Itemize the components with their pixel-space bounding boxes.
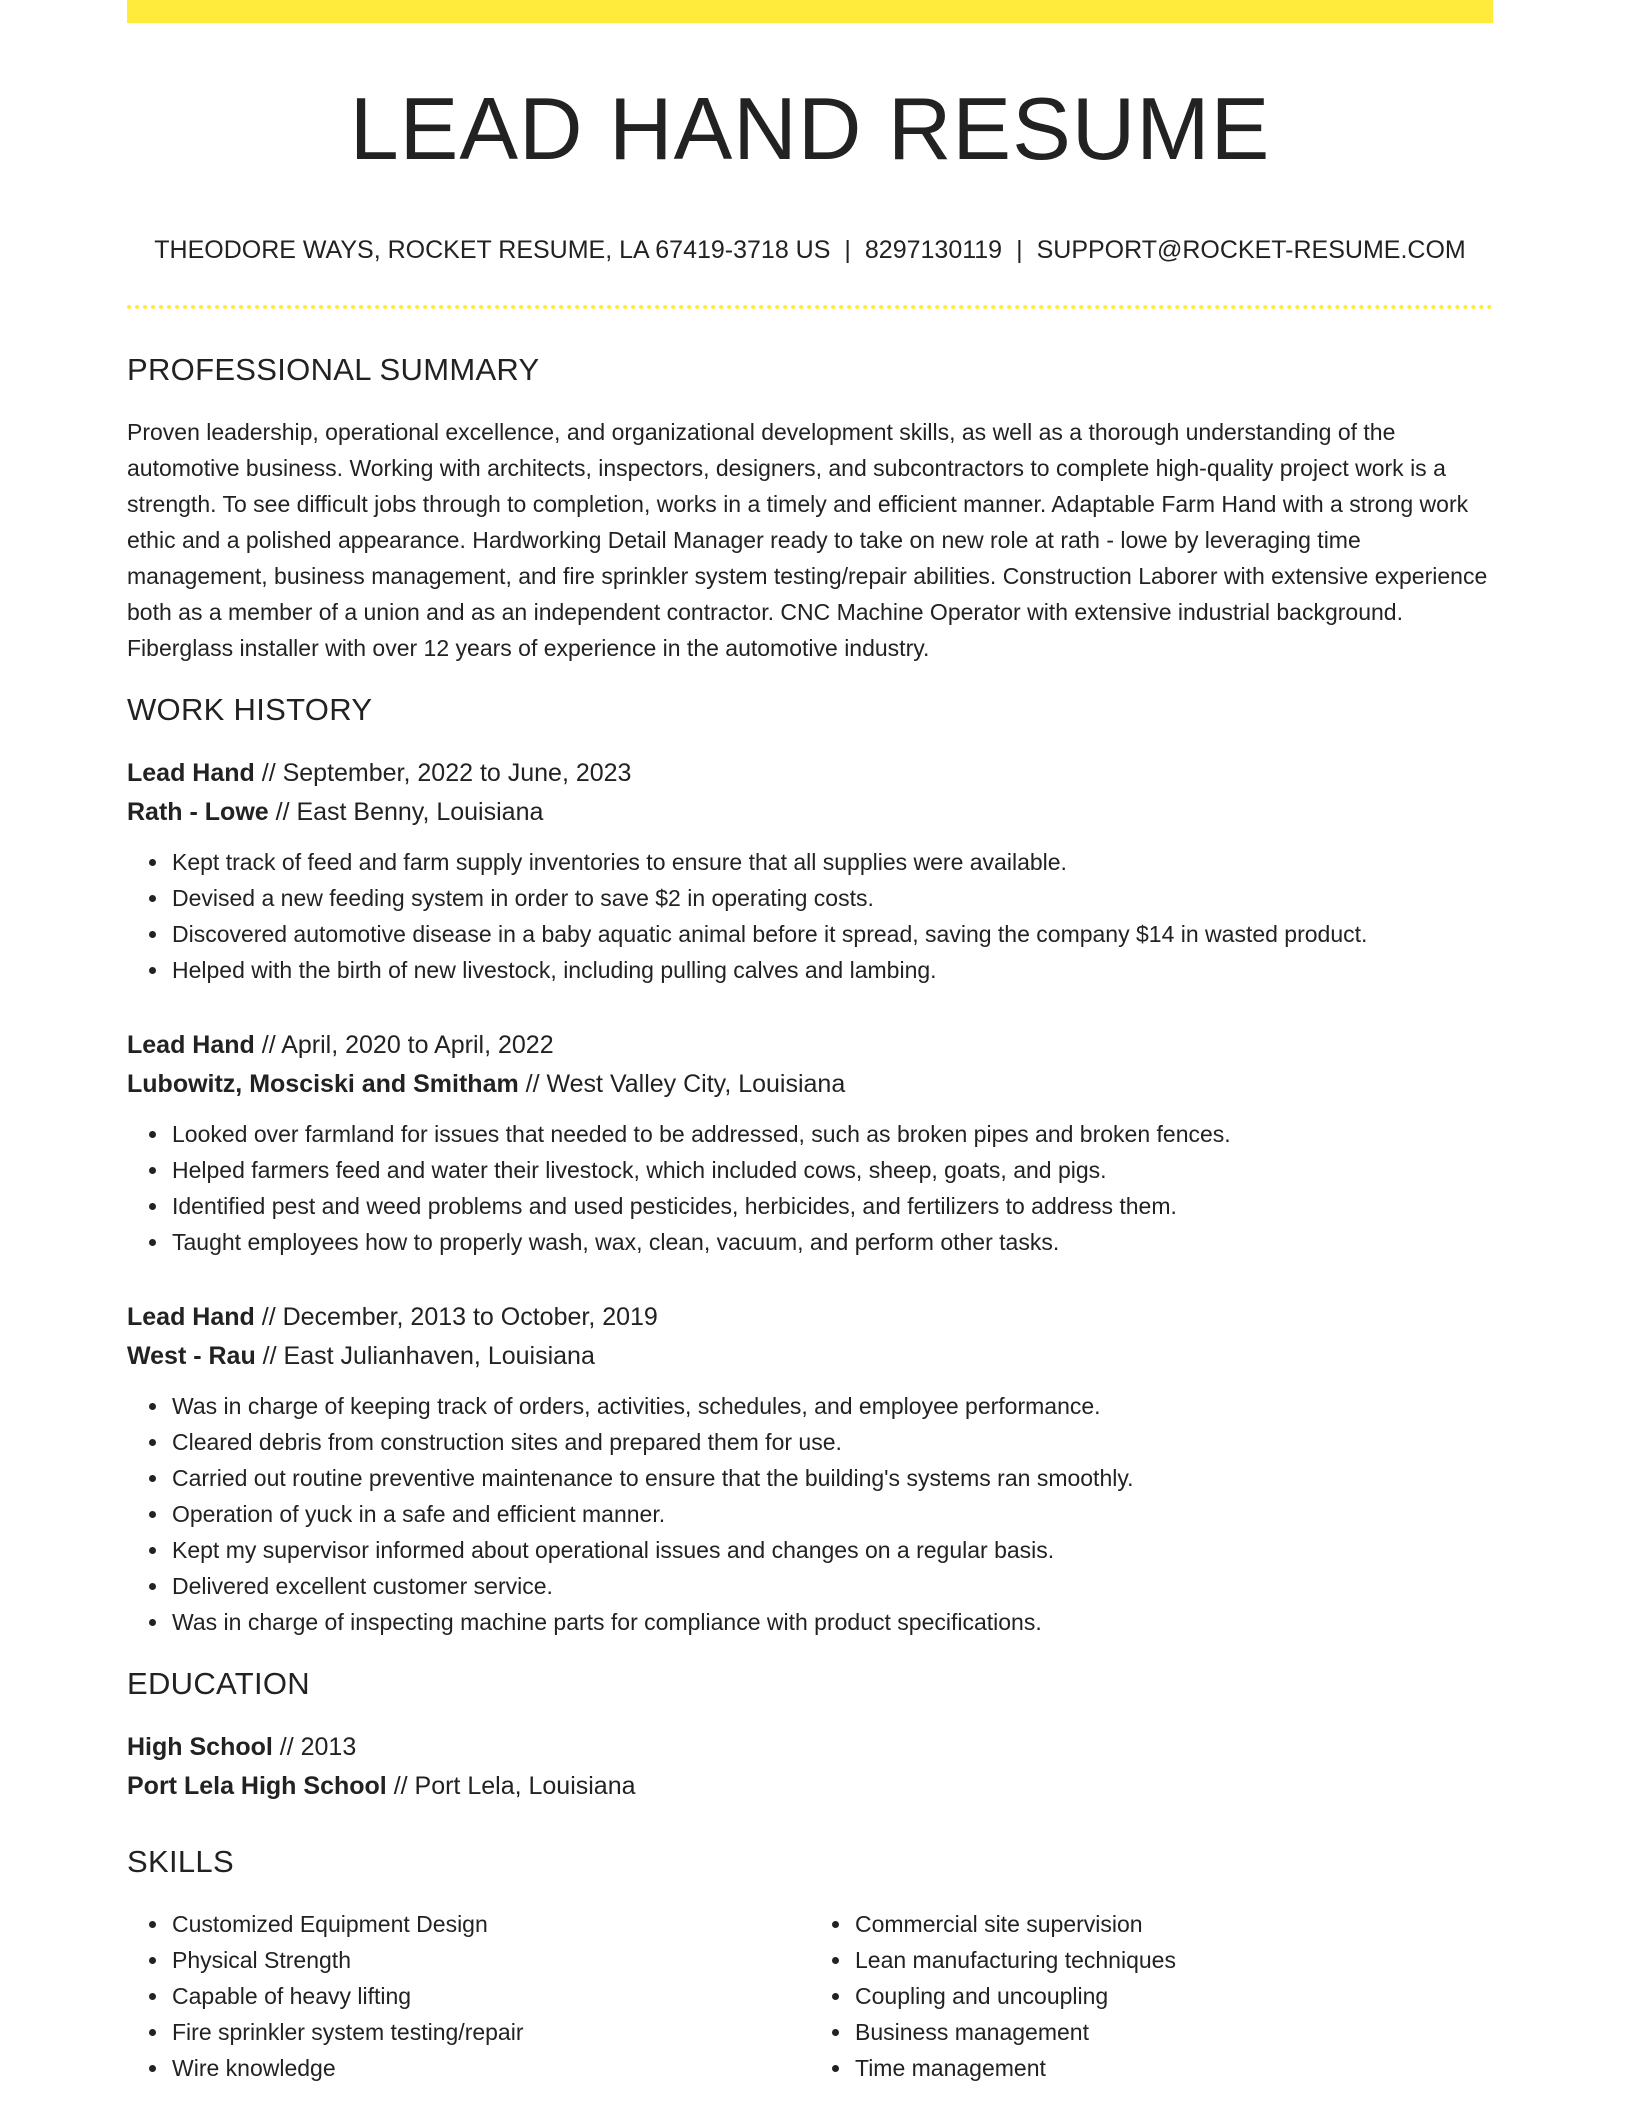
contact-email: SUPPORT@ROCKET-RESUME.COM <box>1036 236 1466 264</box>
job-title: Lead Hand <box>127 759 255 787</box>
skill-item: • Lean manufacturing techniques <box>853 1942 1493 1978</box>
education-school-line <box>127 1767 1493 1806</box>
job-company-line <box>127 793 1493 832</box>
contact-line <box>127 236 1493 265</box>
skills-list-right <box>810 1906 1493 2086</box>
job-bullet: • Cleared debris from construction sites and prepared them for use. <box>170 1424 1493 1460</box>
job-dates: // September, 2022 to June, 2023 <box>254 759 632 787</box>
accent-top-bar <box>127 0 1493 23</box>
section-title-summary: PROFESSIONAL SUMMARY <box>127 352 540 387</box>
job-company: West - Rau <box>127 1342 256 1370</box>
job-bullet: • Taught employees how to properly wash, wax, clean, vacuum, and perform other tasks. <box>170 1224 1493 1260</box>
job-bullets <box>127 844 1493 988</box>
job-company-line <box>127 1065 1493 1104</box>
job-location: // East Benny, Louisiana <box>268 798 544 826</box>
job-bullet: • Kept my supervisor informed about operational issues and changes on a regular basis. <box>170 1532 1493 1568</box>
job-title: Lead Hand <box>127 1031 255 1059</box>
job-bullet: • Discovered automotive disease in a baby aquatic animal before it spread, saving the company $14 in wasted product. <box>170 916 1493 952</box>
job-company-line <box>127 1337 1493 1376</box>
contact-address: THEODORE WAYS, ROCKET RESUME, LA 67419-3718 US <box>154 236 831 264</box>
job-title-line <box>127 1026 1493 1065</box>
job-bullet: • Devised a new feeding system in order to save $2 in operating costs. <box>170 880 1493 916</box>
skill-item: • Business management <box>853 2014 1493 2050</box>
skills-list-left <box>127 1906 810 2086</box>
job-bullet: • Was in charge of inspecting machine parts for compliance with product specifications. <box>170 1604 1493 1640</box>
job-bullet: • Operation of yuck in a safe and efficient manner. <box>170 1496 1493 1532</box>
section-title-skills: SKILLS <box>127 1844 234 1879</box>
section-title-work-history: WORK HISTORY <box>127 692 373 727</box>
job-dates: // December, 2013 to October, 2019 <box>254 1303 658 1331</box>
job-title: Lead Hand <box>127 1303 255 1331</box>
contact-separator: | <box>844 236 851 264</box>
job-bullet: • Kept track of feed and farm supply inventories to ensure that all supplies were available. <box>170 844 1493 880</box>
job-title-line <box>127 754 1493 793</box>
contact-phone: 8297130119 <box>864 236 1003 264</box>
dotted-divider <box>127 305 1493 309</box>
job-bullet: • Was in charge of keeping track of orders, activities, schedules, and employee performance. <box>170 1388 1493 1424</box>
job-entry <box>127 1298 1493 1640</box>
job-bullets <box>127 1116 1493 1260</box>
job-bullet: • Helped farmers feed and water their livestock, which included cows, sheep, goats, and pigs. <box>170 1152 1493 1188</box>
job-entry <box>127 754 1493 988</box>
job-bullet: • Carried out routine preventive maintenance to ensure that the building's systems ran smoothly. <box>170 1460 1493 1496</box>
resume-content <box>127 352 1493 2086</box>
education-degree-line <box>127 1728 1493 1767</box>
job-bullet: • Looked over farmland for issues that needed to be addressed, such as broken pipes and broken fences. <box>170 1116 1493 1152</box>
job-location: // East Julianhaven, Louisiana <box>255 1342 595 1370</box>
skills-columns <box>127 1906 1493 2086</box>
education-year: // 2013 <box>272 1733 357 1761</box>
education-location: // Port Lela, Louisiana <box>386 1772 636 1800</box>
job-entry <box>127 1026 1493 1260</box>
job-bullet: • Identified pest and weed problems and used pesticides, herbicides, and fertilizers to address them. <box>170 1188 1493 1224</box>
job-title-line <box>127 1298 1493 1337</box>
education-school: Port Lela High School <box>127 1772 387 1800</box>
job-bullet: • Helped with the birth of new livestock, including pulling calves and lambing. <box>170 952 1493 988</box>
resume-title: LEAD HAND RESUME <box>349 79 1271 178</box>
skill-item: • Commercial site supervision <box>853 1906 1493 1942</box>
job-company: Lubowitz, Mosciski and Smitham <box>127 1070 519 1098</box>
job-location: // West Valley City, Louisiana <box>518 1070 846 1098</box>
summary-text: Proven leadership, operational excellence, and organizational development skills, as well as a thorough understanding of the automotive business. Working with architects, inspectors, designers, and subcontractors to complete high-quality project work is a strength. To see difficult jobs through to completion, works in a timely and efficient manner. Adaptable Farm Hand with a strong work ethic and a polished appearance. Hardworking Detail Manager ready to take on new role at rath - lowe by leveraging time management, business management, and fire sprinkler system testing/repair abilities. Construction Laborer with extensive experience both as a member of a union and as an independent contractor. CNC Machine Operator with extensive industrial background. Fiberglass installer with over 12 years of experience in the automotive industry. <box>127 419 1488 661</box>
education-degree: High School <box>127 1733 273 1761</box>
job-bullets <box>127 1388 1493 1640</box>
skill-item: • Customized Equipment Design <box>170 1906 810 1942</box>
skill-item: • Coupling and uncoupling <box>853 1978 1493 2014</box>
section-title-education: EDUCATION <box>127 1666 310 1701</box>
job-bullet: • Delivered excellent customer service. <box>170 1568 1493 1604</box>
education-entry <box>127 1728 1493 1806</box>
contact-separator: | <box>1016 236 1023 264</box>
skill-item: • Physical Strength <box>170 1942 810 1978</box>
skill-item: • Capable of heavy lifting <box>170 1978 810 2014</box>
job-dates: // April, 2020 to April, 2022 <box>254 1031 554 1059</box>
skill-item: • Wire knowledge <box>170 2050 810 2086</box>
skill-item: • Time management <box>853 2050 1493 2086</box>
job-company: Rath - Lowe <box>127 798 269 826</box>
skill-item: • Fire sprinkler system testing/repair <box>170 2014 810 2050</box>
